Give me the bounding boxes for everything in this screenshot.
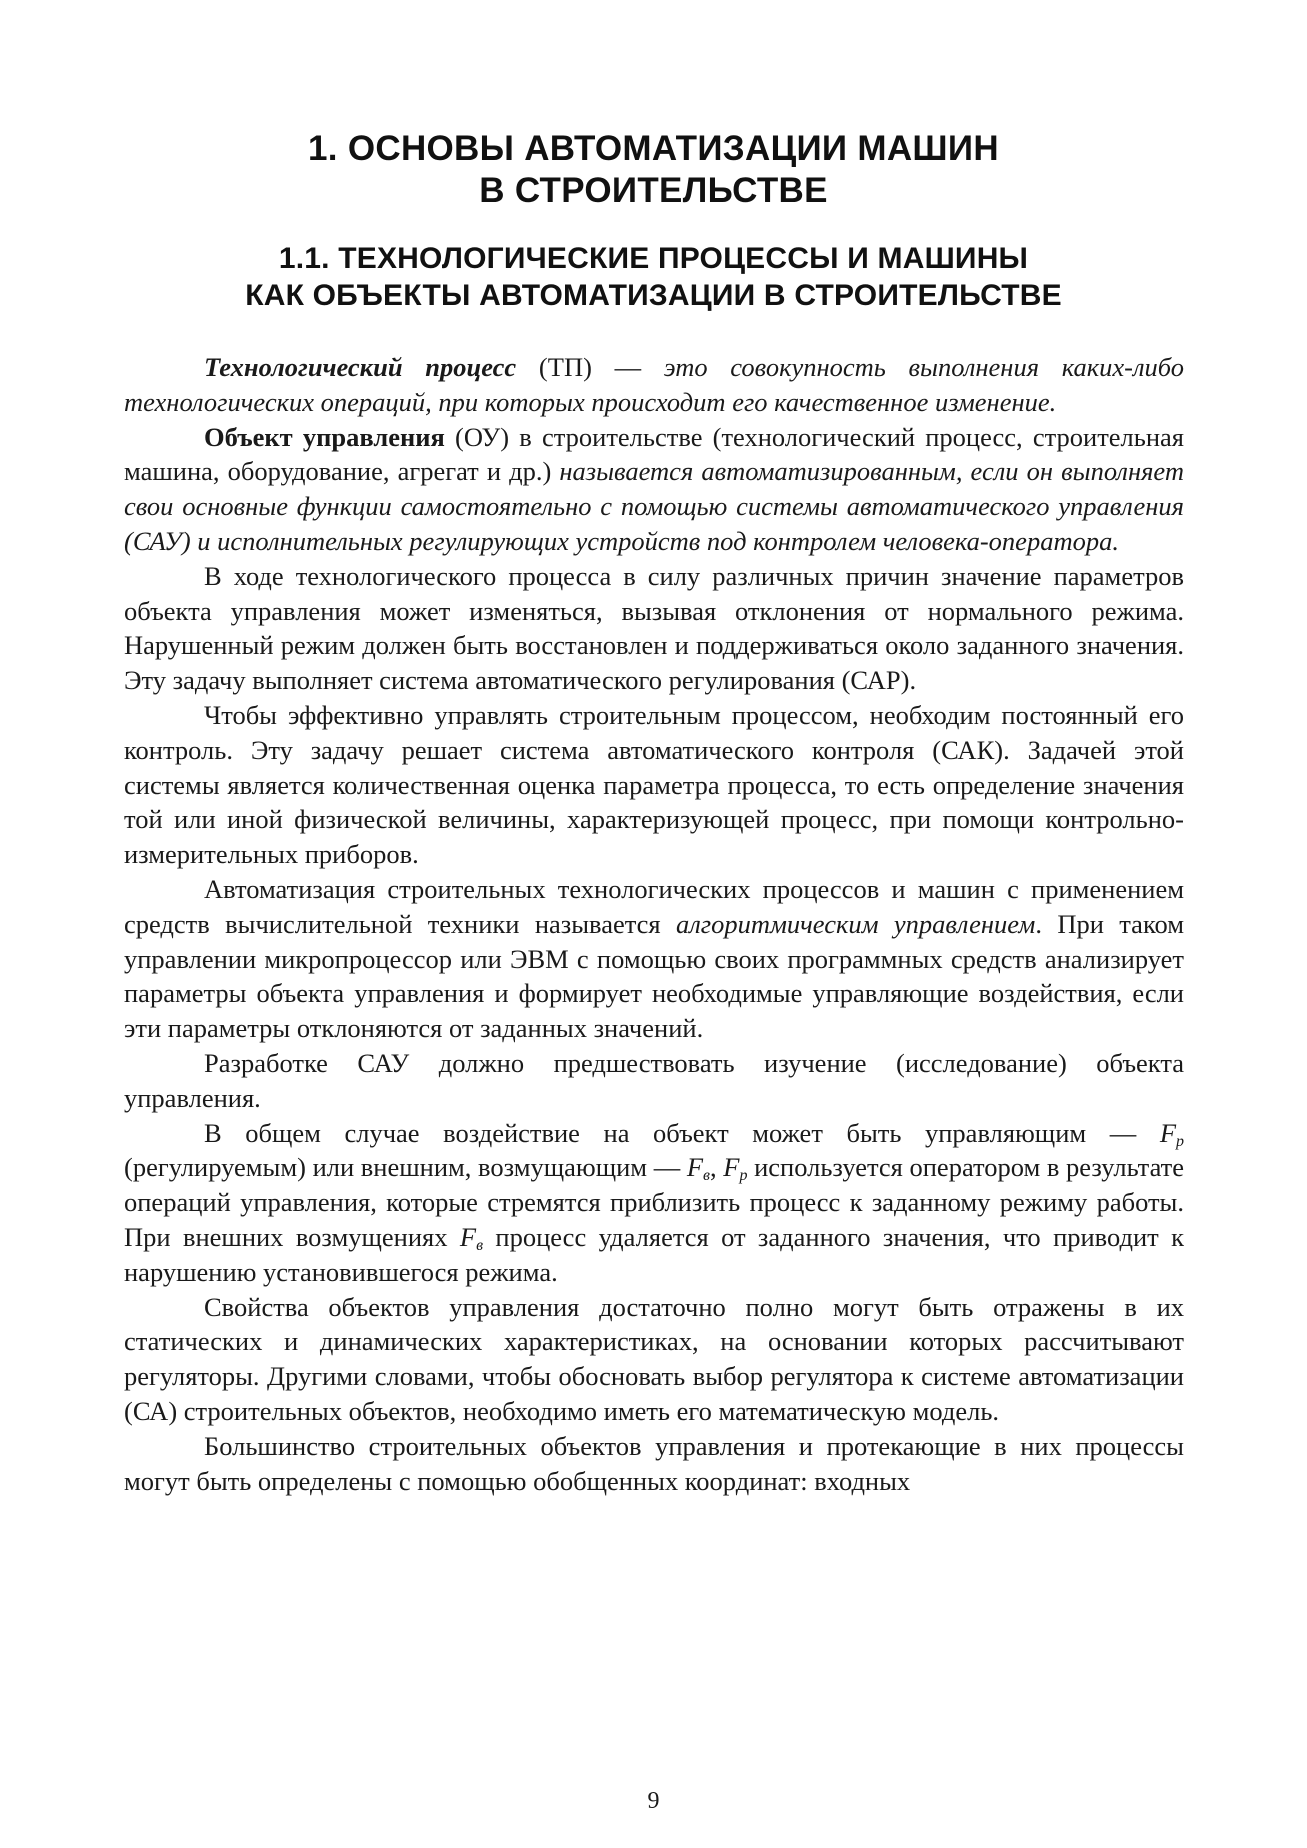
- term-algorithmic-control: алгоритмическим управлением: [675, 908, 1036, 939]
- p7-text-1: В общем случае воздействие на объект может быть управляющим —: [204, 1117, 1160, 1148]
- paragraph-1: [124, 350, 1184, 420]
- p2-definition: называется автоматизированным, если он выполняет свои основные функции самостоятельно с помощью системы автоматического управления (САУ) и исполнительных регулирующих устройств под контролем человека-оператора.: [124, 456, 1184, 556]
- term-control-object: Объект управления: [204, 421, 445, 452]
- section-title-line-2: КАК ОБЪЕКТЫ АВТОМАТИЗАЦИИ В СТРОИТЕЛЬСТВЕ: [245, 279, 1062, 312]
- page-number: 9: [647, 1788, 660, 1814]
- p5-text-2: . При таком управлении микропроцессор или ЭВМ с помощью своих программных средств анализирует параметры объекта управления и формирует необходимые управляющие воздействия, если эти параметры отклоняются от заданных значений.: [124, 908, 1184, 1044]
- symbol-f-v: $F_в$: [686, 1152, 710, 1185]
- section-title-line-1: 1.1. ТЕХНОЛОГИЧЕСКИЕ ПРОЦЕССЫ И МАШИНЫ: [278, 242, 1029, 275]
- paragraph-2: [124, 420, 1184, 559]
- paragraph-9: Большинство строительных объектов управления и протекающие в них процессы могут быть определены с помощью обобщенных координат: входных: [124, 1430, 1184, 1496]
- p7-text-5: процесс удаляется от заданного значения, что приводит к нарушению установившегося режима.: [124, 1221, 1184, 1287]
- symbol-f-p: $F_р$: [1159, 1117, 1184, 1150]
- chapter-title: [0, 128, 1307, 212]
- chapter-title-line-2: В СТРОИТЕЛЬСТВЕ: [479, 171, 828, 210]
- paragraph-8: Свойства объектов управления достаточно полно могут быть отражены в их статических и динамических характеристиках, на основании которых рассчитывают регуляторы. Другими словами, чтобы обосновать выбор регулятора к системе автоматизации (СА) строительных объектов, необходимо иметь его математическую модель.: [124, 1291, 1184, 1426]
- body-text: [124, 350, 1184, 1498]
- p7-text-4: используется оператором в результате операций управления, которые стремятся приблизить процесс к заданному режиму работы. При внешних возмущениях: [124, 1152, 1185, 1252]
- section-title: [0, 240, 1307, 314]
- p1-definition: это совокупность выполнения каких-либо технологических операций, при которых происходит его качественное изменение.: [124, 352, 1184, 417]
- p7-text-3: ,: [710, 1152, 724, 1183]
- term-technological-process: Технологический процесс: [204, 352, 517, 382]
- symbol-f-v-2: $F_в$: [459, 1221, 484, 1254]
- p1-abbr: (ТП) —: [516, 352, 664, 382]
- chapter-title-line-1: 1. ОСНОВЫ АВТОМАТИЗАЦИИ МАШИН: [308, 129, 999, 168]
- paragraph-6: Разработке САУ должно предшествовать изучение (исследование) объекта управления.: [124, 1047, 1184, 1113]
- p2-text: (ОУ) в строительстве (технологический процесс, строительная машина, оборудование, агрегат и др.): [124, 421, 1184, 487]
- p7-text-2: (регулируемым) или внешним, возмущающим —: [124, 1152, 687, 1183]
- p5-text-1: Автоматизация строительных технологических процессов и машин с применением средств вычислительной техники называется: [124, 873, 1184, 939]
- paragraph-3: В ходе технологического процесса в силу различных причин значение параметров объекта управления может изменяться, вызывая отклонения от нормального режима. Нарушенный режим должен быть восстановлен и поддерживаться около заданного значения. Эту задачу выполняет система автоматического регулирования (САР).: [124, 560, 1184, 696]
- paragraph-7: [124, 1116, 1184, 1290]
- paragraph-5: [124, 872, 1184, 1046]
- symbol-f-p-2: $F_р$: [723, 1152, 748, 1185]
- paragraph-4: Чтобы эффективно управлять строительным процессом, необходим постоянный его контроль. Эту задачу решает система автоматического контроля (САК). Задачей этой системы является количественная оценка параметра процесса, то есть определение значения той или иной физической величины, характеризующей процесс, при помощи контрольно-измерительных приборов.: [124, 699, 1184, 870]
